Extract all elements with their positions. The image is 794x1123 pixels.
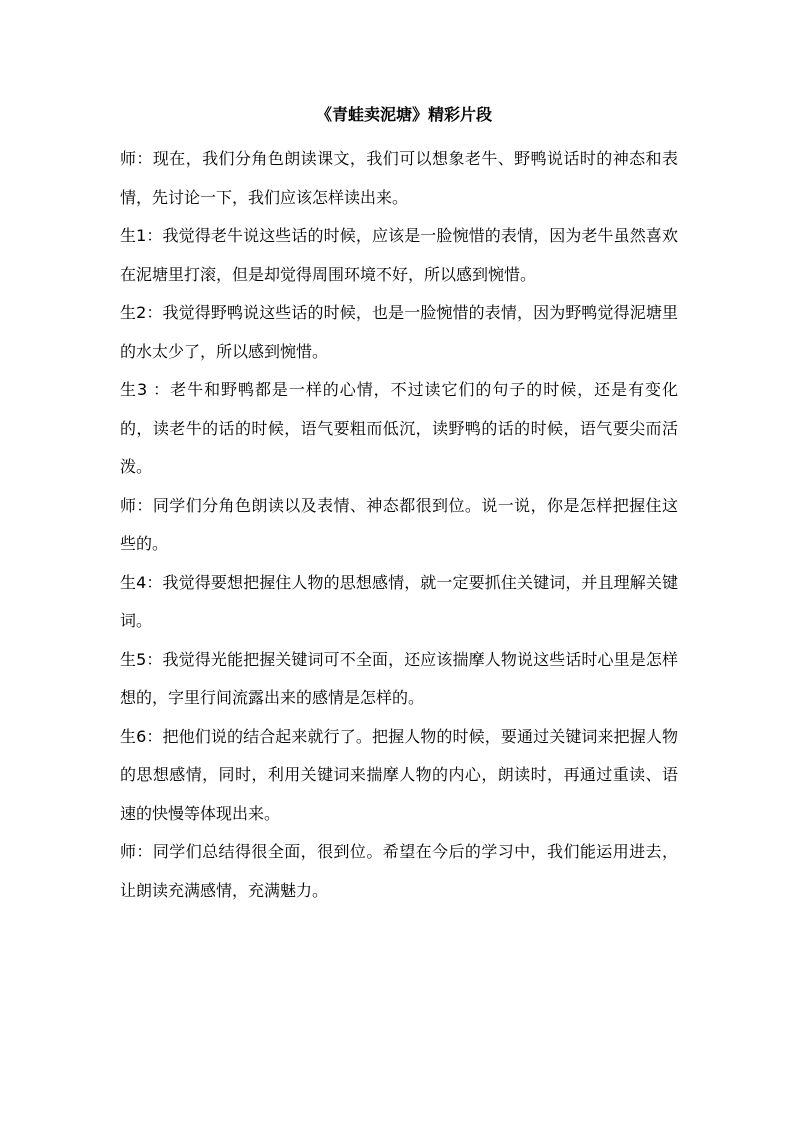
paragraph-student-4: 生4：我觉得要想把握住人物的思想感情，就一定要抓住关键词，并且理解关键词。	[120, 572, 678, 630]
paragraph-student-5: 生5：我觉得光能把握关键词可不全面，还应该揣摩人物说这些话时心里是怎样想的，字里行间流露出来的感情是怎样的。	[120, 649, 678, 707]
paragraph-teacher-3: 师：同学们总结得很全面，很到位。希望在今后的学习中，我们能运用进去，让朗读充满感情，充满魅力。	[120, 842, 678, 900]
document-title: 《青蛙卖泥塘》精彩片段	[315, 105, 492, 124]
paragraph-student-6: 生6：把他们说的结合起来就行了。把握人物的时候，要通过关键词来把握人物的思想感情，同时，利用关键词来揣摩人物的内心，朗读时，再通过重读、语速的快慢等体现出来。	[120, 726, 678, 823]
paragraph-teacher-2: 师：同学们分角色朗读以及表情、神态都很到位。说一说，你是怎样把握住这些的。	[120, 495, 678, 553]
paragraph-student-1: 生1：我觉得老牛说这些话的时候，应该是一脸惋惜的表情，因为老牛虽然喜欢在泥塘里打滚，但是却觉得周围环境不好，所以感到惋惜。	[120, 226, 678, 284]
document-page	[120, 104, 678, 910]
paragraph-student-3: 生3 ：老牛和野鸭都是一样的心情，不过读它们的句子的时候，还是有变化的，读老牛的话的时候，语气要粗而低沉，读野鸭的话的时候，语气要尖而活泼。	[120, 380, 678, 476]
paragraph-teacher-1: 师：现在，我们分角色朗读课文，我们可以想象老牛、野鸭说话时的神态和表情，先讨论一下，我们应该怎样读出来。	[120, 149, 678, 207]
paragraph-student-2: 生2：我觉得野鸭说这些话的时候，也是一脸惋惜的表情，因为野鸭觉得泥塘里的水太少了，所以感到惋惜。	[120, 303, 678, 361]
